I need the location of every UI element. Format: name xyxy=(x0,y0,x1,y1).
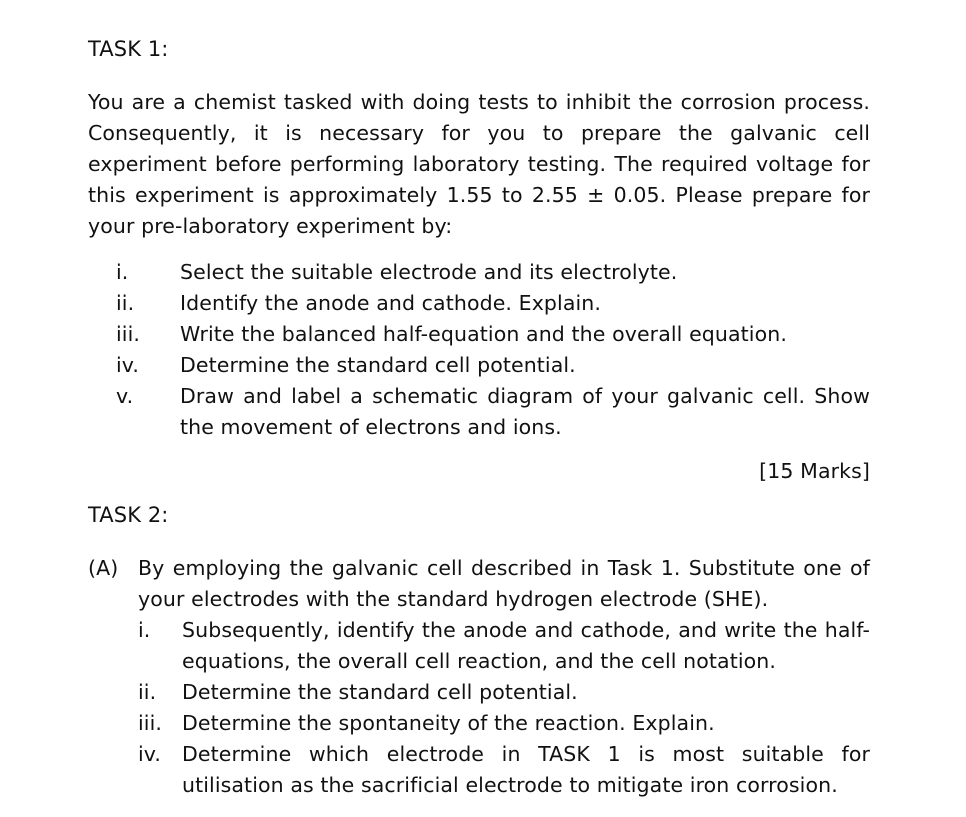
task1-intro: You are a chemist tasked with doing tests to inhibit the corrosion process. Consequently, it is necessary for you to prepare the galvanic cell experiment before performing laboratory testing. The required voltage for this experiment is approximately 1.55 to 2.55 ± 0.05. Please prepare for your pre-laboratory experiment by: xyxy=(88,90,870,238)
part-body xyxy=(138,553,870,801)
list-item-text: Determine which electrode in TASK 1 is most suitable for utilisation as the sacrificial electrode to mitigate iron corrosion. xyxy=(182,742,870,797)
task1-list xyxy=(88,257,870,443)
list-item xyxy=(88,319,870,350)
task2-part-a xyxy=(88,553,870,801)
list-item-text: Determine the spontaneity of the reaction. Explain. xyxy=(182,711,715,735)
list-item-number: iii. xyxy=(138,711,163,735)
list-item xyxy=(138,739,870,801)
task2-heading: TASK 2: xyxy=(88,503,169,527)
task2-list xyxy=(138,615,870,801)
list-item-text: Determine the standard cell potential. xyxy=(182,680,578,704)
list-item xyxy=(138,708,870,739)
list-item-text: Draw and label a schematic diagram of your galvanic cell. Show the movement of electrons and ions. xyxy=(180,384,870,439)
list-item xyxy=(88,257,870,288)
document-page xyxy=(88,34,870,801)
task1-heading: TASK 1: xyxy=(88,37,169,61)
list-item-number: ii. xyxy=(138,680,157,704)
list-item-text: Select the suitable electrode and its electrolyte. xyxy=(180,260,678,284)
list-item-number: iv. xyxy=(138,742,162,766)
task1-marks: [15 Marks] xyxy=(759,459,870,483)
list-item xyxy=(88,381,870,443)
list-item-number: i. xyxy=(116,260,129,284)
list-item-text: Identify the anode and cathode. Explain. xyxy=(180,291,602,315)
list-item xyxy=(138,615,870,677)
list-item xyxy=(88,350,870,381)
part-a-text: By employing the galvanic cell described in Task 1. Substitute one of your electrodes with the standard hydrogen electrode (SHE). xyxy=(138,556,870,611)
list-item-text: Determine the standard cell potential. xyxy=(180,353,576,377)
list-item-number: iii. xyxy=(116,322,141,346)
list-item xyxy=(138,677,870,708)
list-item-text: Subsequently, identify the anode and cathode, and write the half-equations, the overall cell reaction, and the cell notation. xyxy=(182,618,870,673)
list-item-number: ii. xyxy=(116,291,135,315)
list-item-number: v. xyxy=(116,384,134,408)
list-item-number: i. xyxy=(138,618,151,642)
list-item-text: Write the balanced half-equation and the overall equation. xyxy=(180,322,787,346)
list-item-number: iv. xyxy=(116,353,140,377)
list-item xyxy=(88,288,870,319)
part-label: (A) xyxy=(88,556,119,580)
